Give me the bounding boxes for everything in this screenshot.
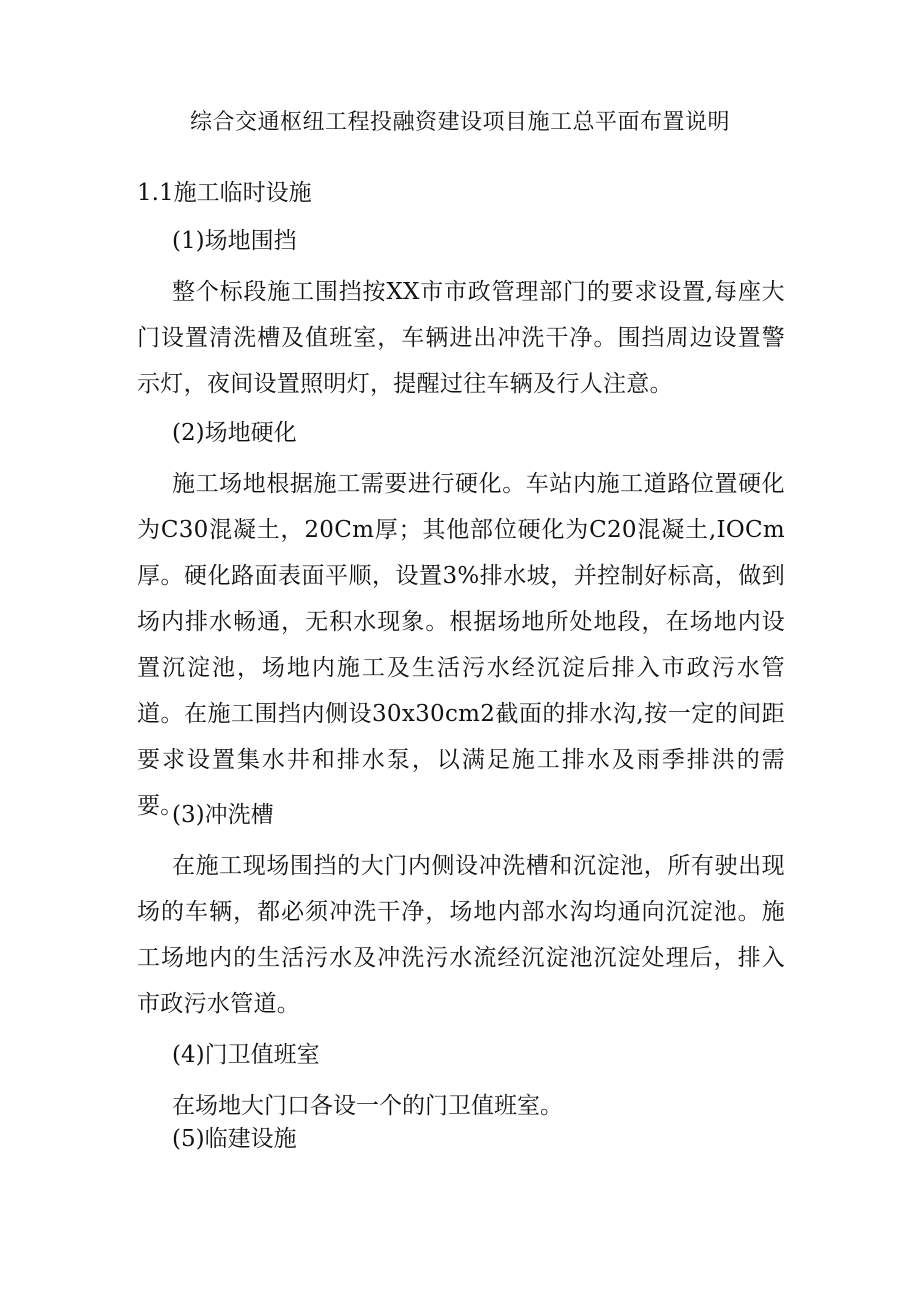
subsection-heading-fence: (1)场地围挡 [172,228,297,254]
subsection-heading-wash-tank: (3)冲洗槽 [172,802,274,828]
document-title: 综合交通枢纽工程投融资建设项目施工总平面布置说明 [189,110,730,135]
paragraph-hardening: 施工场地根据施工需要进行硬化。车站内施工道路位置硬化为C30混凝土，20Cm厚；其他部位硬化为C20混凝土,IOCm厚。硬化路面表面平顺，设置3%排水坡，并控制好标高，做到场内排水畅通，无积水现象。根据场地所处地段，在场地内设置沉淀池，场地内施工及生活污水经沉淀后排入市政污水管道。在施工围挡内侧设30x30cm2截面的排水沟,按一定的间距要求设置集水井和排水泵，以满足施工排水及雨季排洪的需要。 [137,471,785,819]
subsection-heading-hardening: (2)场地硬化 [172,420,297,446]
subsection-heading-temporary-facilities: (5)临建设施 [172,1126,297,1152]
subsection-heading-guard-room: (4)门卫值班室 [172,1042,320,1068]
paragraph-guard-room: 在场地大门口各设一个的门卫值班室。 [172,1093,563,1119]
section-heading: 1.1施工临时设施 [137,180,312,206]
paragraph-fence: 整个标段施工围挡按XX市市政管理部门的要求设置,每座大门设置清洗槽及值班室，车辆进出冲洗干净。围挡周边设置警示灯，夜间设置照明灯，提醒过往车辆及行人注意。 [137,279,785,397]
paragraph-wash-tank: 在施工现场围挡的大门内侧设冲洗槽和沉淀池，所有驶出现场的车辆，都必须冲洗干净，场地内部水沟均通向沉淀池。施工场地内的生活污水及冲洗污水流经沉淀池沉淀处理后，排入市政污水管道。 [137,853,785,1017]
